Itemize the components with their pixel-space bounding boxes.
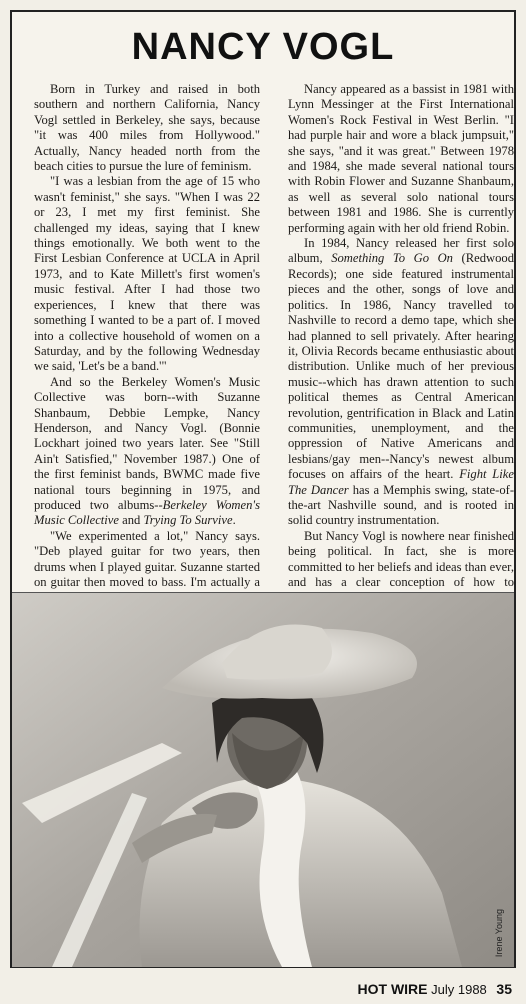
right-column [288,82,514,623]
issue-date: July 1988 [431,982,487,997]
left-column [34,82,260,652]
album-title: Berkeley Women's Music Collective [34,497,260,528]
paragraph-text: In 1984, Nancy released her first solo album, [288,236,514,266]
page-number: 35 [496,981,512,997]
paragraph: But Nancy Vogl is nowhere near finished being political. In fact, she is more committed to her beliefs and ideas than ever, and has a clear conception of how to [288,528,514,589]
paragraph: "I was a lesbian from the age of 15 who wasn't feminist," she says. "When I was 22 or 23, I met my first feminist. She challenged my ideas, saying that I knew things emotionally. We both went to the First Lesbian Conference at UCLA in April 1973, and to Kate Millett's first women's music festival. After I had those two experiences, I knew that there was something I wanted to be a part of. I moved into a collective household of women on a Saturday, and by the following Wednesday we said, 'Let's be a band.'" [34,174,260,374]
album-title: Something To Go On [331,251,453,266]
photo-credit: Irene Young [494,908,504,957]
paragraph-text: (Redwood Records); one side featured instrumental pieces and the other, songs of love and politics. In 1986, Nancy travelled to Nashville to record a demo tape, which she had planned to sell privately. After hearing it, Olivia Records became enthusiastic about distribution. Unlike much of her previous music--which has drawn attention to such political themes as Central American revolution, gentrification in Black and Latin communities, unemployment, and the oppression of Native Americans and lesbians/gay men--Nancy's newest album focuses on affairs of the heart. [288,251,514,482]
album-title: Fight Like The Dancer [288,467,514,497]
article-frame [10,10,516,968]
album-title: Trying To Survive [143,513,233,528]
paragraph [288,236,514,529]
paragraph: Nancy appeared as a bassist in 1981 with Lynn Messinger at the First International Women's Rock Festival in West Berlin. "I had purple hair and wore a black jumpsuit," she says, "and it was great." Between 1978 and 1984, she made several national tours with Robin Flower and Suzanne Shanbaum, as well as several solo national tours between 1981 and 1986. She is currently performing again with her old friend Robin. [288,82,514,235]
paragraph-text: And so the Berkeley Women's Music Collective was born--with Suzanne Shanbaum, Debbie Lempke, Nancy Henderson, and Nancy Vogl. (Bonnie Lockhart joined two years later. See "Still Ain't Satisfied," November 1987.) One of the first feminist bands, BWMC made five national tours beginning in 1975, and produced two albums-- [34,374,260,512]
article-title: NANCY VOGL [131,26,395,68]
paragraph-text: has a Memphis swing, state-of-the-art Nashville sound, and is rooted in solid country instrumentation. [288,482,515,528]
portrait-photo [12,592,514,967]
portrait-image [12,593,514,967]
paragraph [34,375,260,529]
paragraph: "We experimented a lot," Nancy says. "Deb played guitar for two years, then drums when I played guitar. Suzanne started on guitar then moved to bass. I'm actually a [34,528,260,589]
conjunction: and [118,513,144,528]
paragraph: Born in Turkey and raised in both southern and northern California, Nancy Vogl settled in Berkeley, she says, because "it was 400 miles from Hollywood." Actually, Nancy headed north from the beach cities to pursue the lure of feminism. [34,82,260,174]
punctuation: . [232,513,236,528]
page-footer [358,981,512,997]
magazine-name: HOT WIRE [357,981,428,997]
